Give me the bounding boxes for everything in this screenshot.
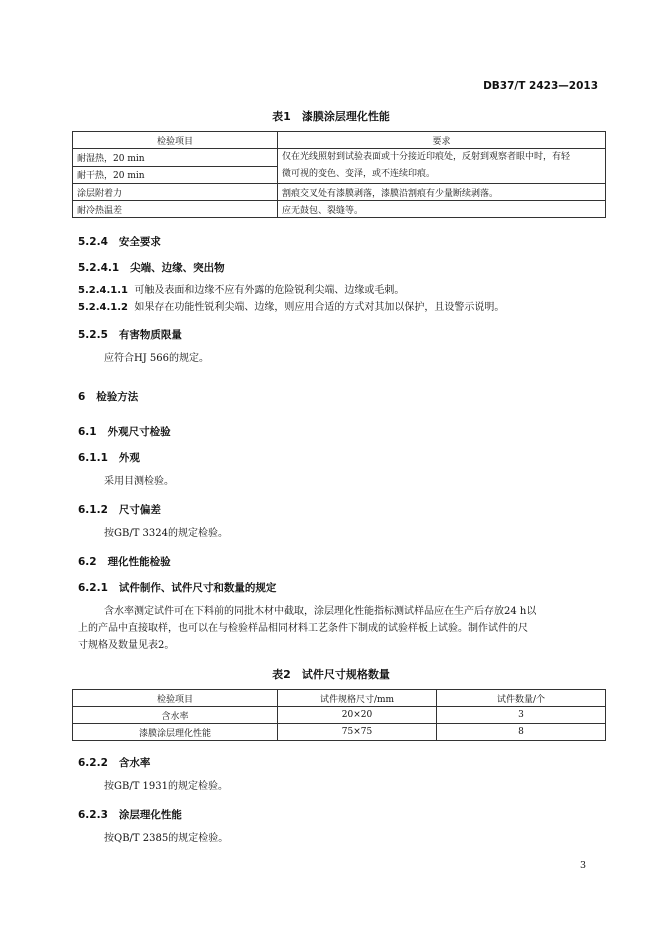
table1-caption: 表1 漆膜涂层理化性能 [272, 110, 390, 123]
clause-paragraph [78, 282, 404, 299]
section-title: 有害物质限量 [118, 329, 182, 341]
table1-cell-item: 耐湿热，20 min [73, 149, 278, 167]
table2-cell-size: 75×75 [278, 724, 437, 741]
table2-header-item: 检验项目 [73, 690, 278, 707]
section-title: 外观尺寸检验 [107, 426, 171, 438]
table-row [73, 707, 606, 724]
clause-text: 如果存在功能性锐利尖端、边缘，则应用合适的方式对其加以保护，且设警示说明。 [134, 302, 505, 313]
body-text: 按QB/T 2385的规定检验。 [104, 833, 229, 844]
section-heading [78, 450, 140, 465]
section-heading [78, 554, 171, 569]
section-number: 6.2.2 [78, 757, 108, 769]
table2 [72, 689, 606, 741]
table2-cell-count: 3 [437, 707, 606, 724]
table1-cell-item: 耐干热，20 min [73, 166, 278, 184]
section-title: 涂层理化性能 [118, 809, 182, 821]
section-heading [78, 234, 161, 249]
section-title: 含水率 [118, 757, 151, 769]
table1-header-row [73, 132, 606, 149]
section-number: 6.2 [78, 556, 97, 568]
table2-cell-item: 含水率 [73, 707, 278, 724]
table1-cell-item: 耐冷热温差 [73, 201, 278, 218]
table1-cell-requirement: 应无鼓包、裂缝等。 [278, 201, 606, 218]
section-title: 尺寸偏差 [118, 504, 161, 516]
section-heading [78, 580, 276, 595]
section-heading [78, 424, 171, 439]
section-number: 6.2.3 [78, 809, 108, 821]
section-number: 6.2.1 [78, 582, 108, 594]
clause-number: 5.2.4.1.2 [78, 302, 128, 313]
table-row [73, 724, 606, 741]
section-title: 理化性能检验 [107, 556, 171, 568]
table-row [73, 149, 606, 167]
body-text: 按GB/T 1931的规定检验。 [104, 781, 229, 792]
section-number: 6 [78, 391, 86, 403]
table2-cell-count: 8 [437, 724, 606, 741]
body-text-line: 寸规格及数量见表2。 [78, 640, 175, 651]
table1 [72, 131, 606, 218]
section-title: 外观 [118, 452, 140, 464]
body-text-line: 含水率测定试件可在下料前的同批木材中截取，涂层理化性能指标测试样品应在生产后存放24 h以 [104, 606, 537, 617]
section-heading [78, 755, 150, 770]
section-heading [78, 260, 225, 275]
section-number: 6.1.1 [78, 452, 108, 464]
section-number: 6.1 [78, 426, 97, 438]
table1-req-line: 微可视的变色、变泽，或不连续印痕。 [282, 169, 436, 179]
section-title: 尖端、边缘、突出物 [130, 262, 225, 274]
body-text: 采用目测检验。 [104, 476, 174, 487]
table1-header-item: 检验项目 [73, 132, 278, 149]
section-heading [78, 327, 182, 342]
document-code: DB37/T 2423—2013 [483, 80, 598, 92]
body-text: 应符合HJ 566的规定。 [104, 353, 209, 364]
page-number: 3 [579, 860, 586, 871]
table2-caption: 表2 试件尺寸规格数量 [272, 668, 390, 681]
table1-cell-item: 涂层附着力 [73, 184, 278, 201]
table-row [73, 201, 606, 218]
section-heading [78, 807, 182, 822]
section-number: 6.1.2 [78, 504, 108, 516]
section-number: 5.2.4.1 [78, 262, 120, 274]
table2-header-size: 试件规格尺寸/mm [278, 690, 437, 707]
table2-cell-size: 20×20 [278, 707, 437, 724]
section-heading [78, 502, 161, 517]
clause-number: 5.2.4.1.1 [78, 285, 128, 296]
table1-req-line: 仅在光线照射到试验表面或十分接近印痕处，反射到观察者眼中时，有轻 [282, 152, 571, 162]
table1-header-requirement: 要求 [278, 132, 606, 149]
table2-cell-item: 漆膜涂层理化性能 [73, 724, 278, 741]
body-text-line: 上的产品中直接取样，也可以在与检验样品相同材料工艺条件下制成的试验样板上试验。制作试件的尺 [78, 623, 528, 634]
section-number: 5.2.5 [78, 329, 108, 341]
clause-text: 可触及表面和边缘不应有外露的危险锐利尖端、边缘或毛刺。 [134, 285, 405, 296]
chapter-heading [78, 389, 138, 404]
table-row [73, 184, 606, 201]
section-title: 安全要求 [118, 236, 161, 248]
section-title: 检验方法 [96, 391, 139, 403]
table2-header-row [73, 690, 606, 707]
body-text: 按GB/T 3324的规定检验。 [104, 528, 229, 539]
clause-paragraph [78, 299, 504, 316]
table2-header-count: 试件数量/个 [437, 690, 606, 707]
section-title: 试件制作、试件尺寸和数量的规定 [118, 582, 277, 594]
table1-cell-requirement [278, 149, 606, 184]
section-number: 5.2.4 [78, 236, 108, 248]
table1-cell-requirement: 割痕交叉处有漆膜剥落，漆膜沿割痕有少量断续剥落。 [278, 184, 606, 201]
